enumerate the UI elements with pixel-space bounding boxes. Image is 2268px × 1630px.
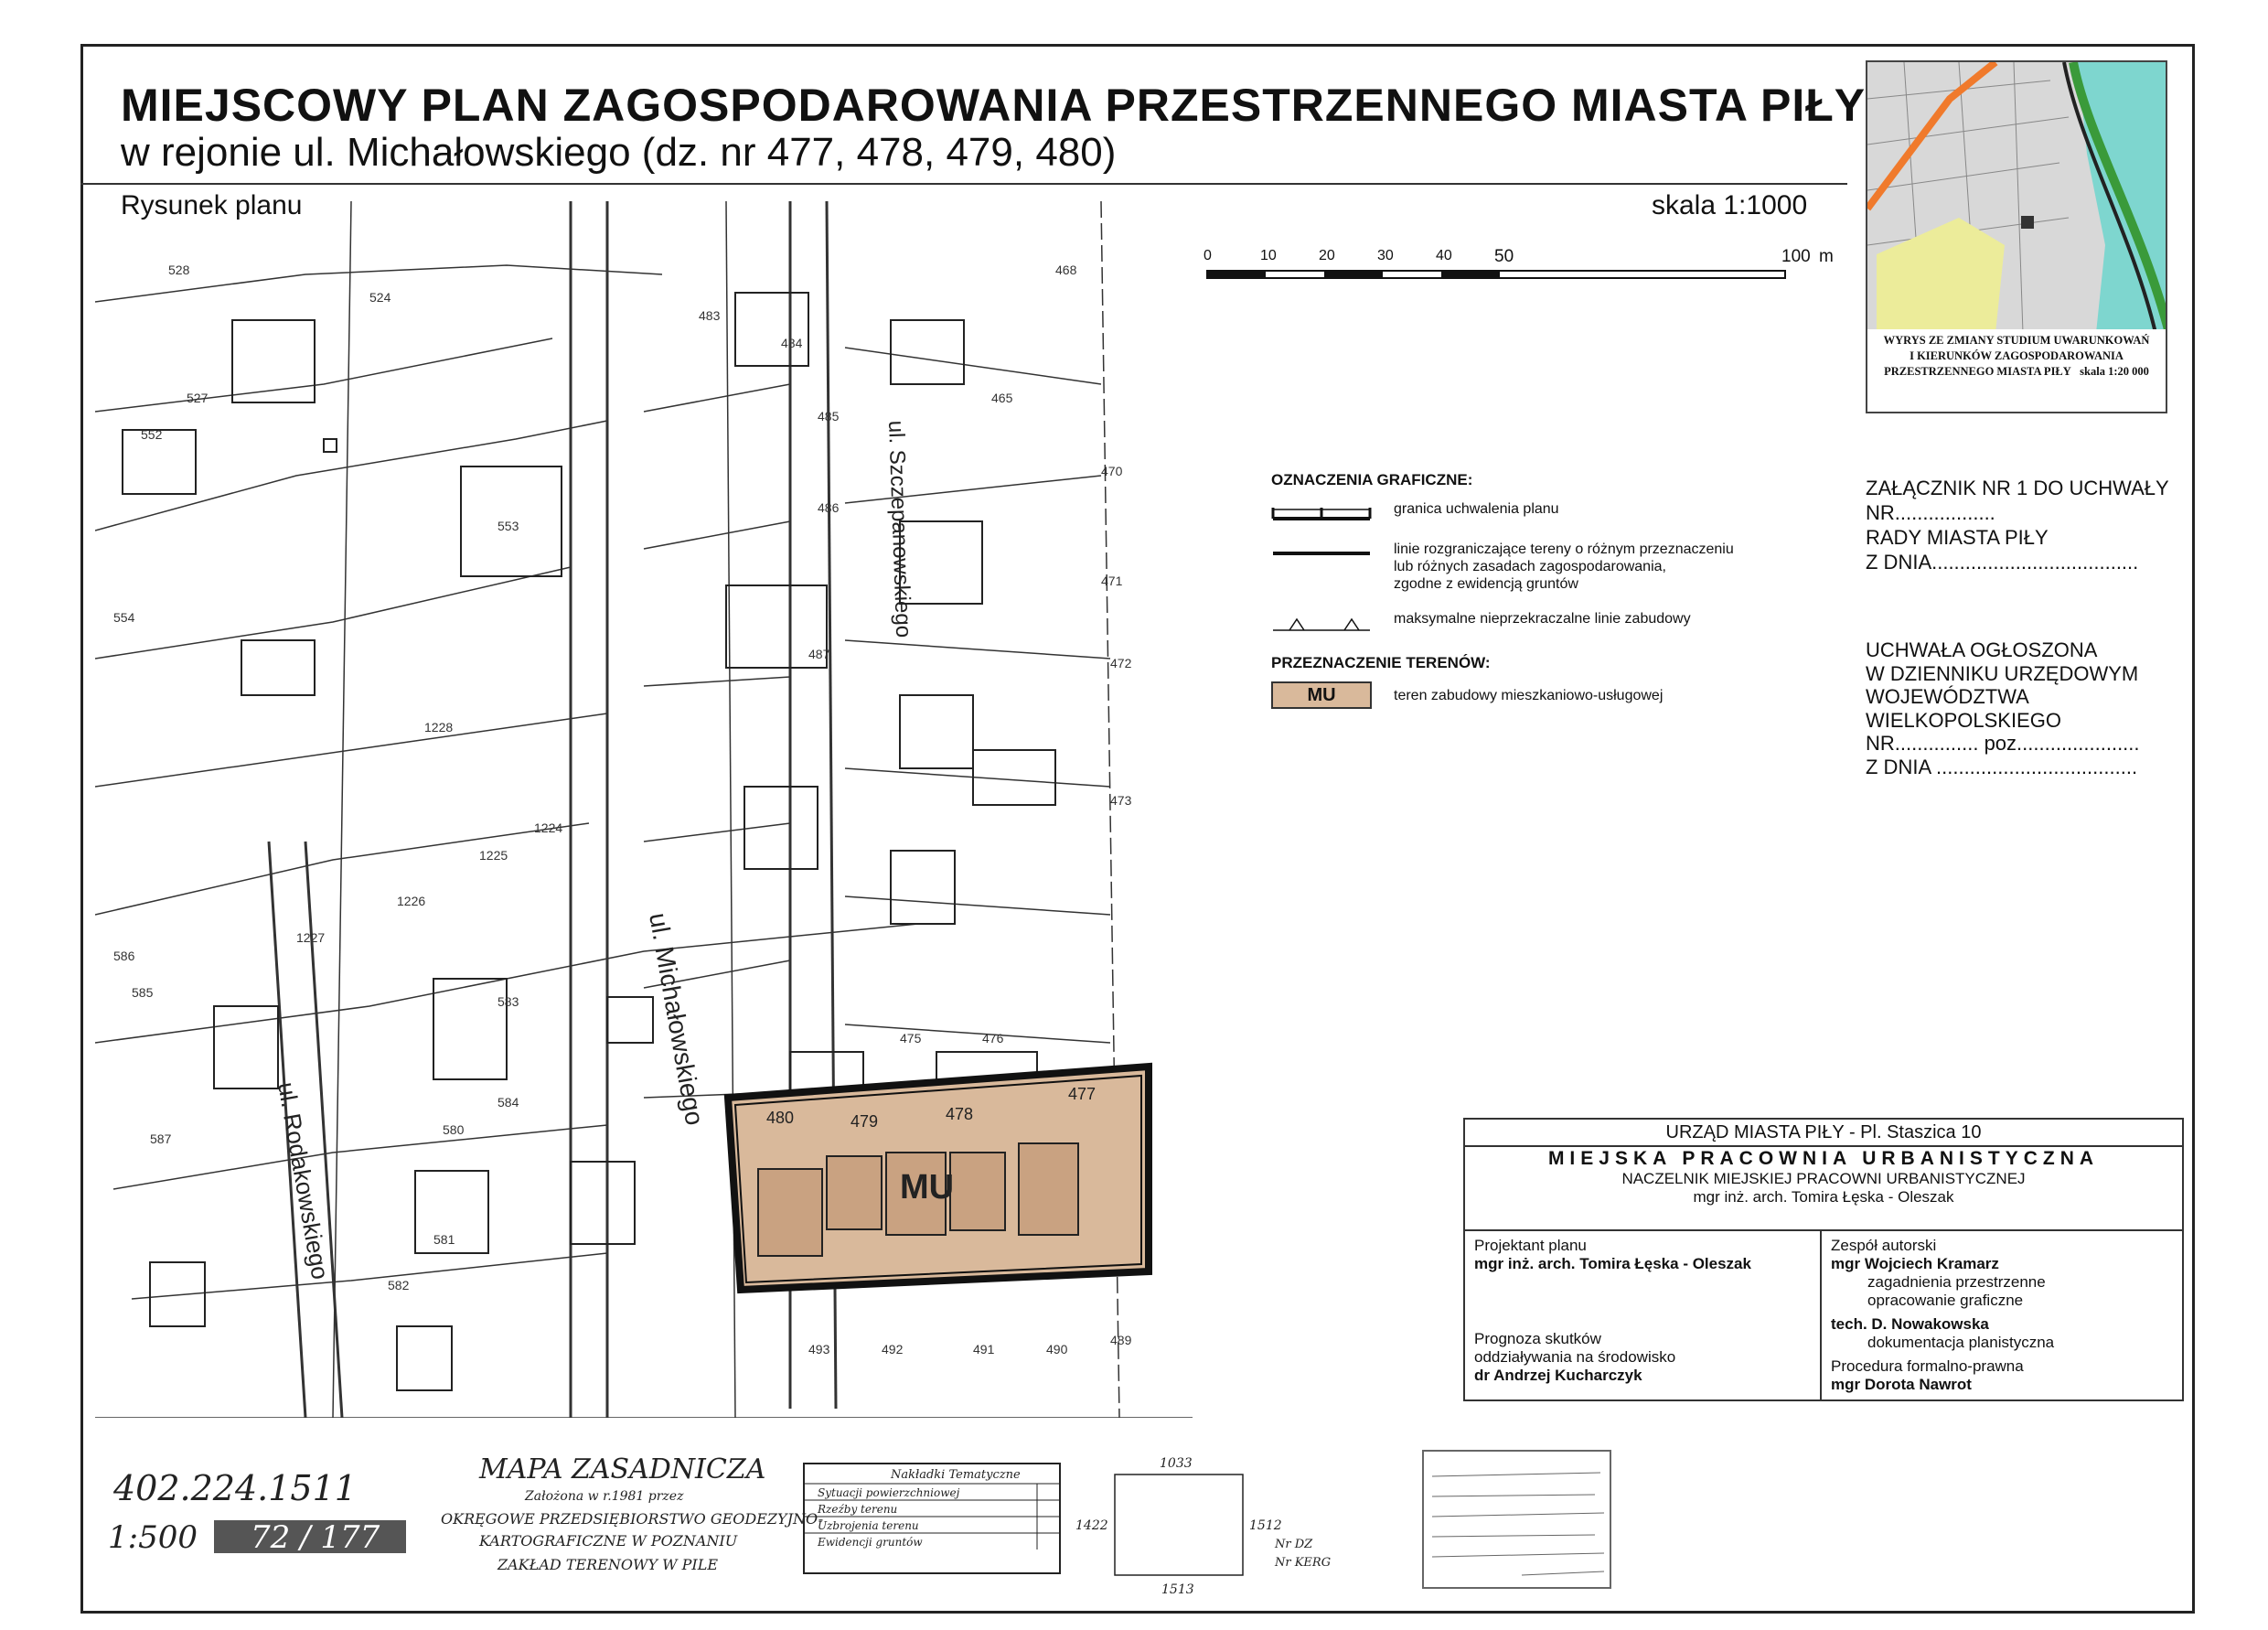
svg-text:1422: 1422 <box>1075 1518 1108 1533</box>
overlay-row-2: Rzeźby terenu <box>818 1503 898 1516</box>
map-title: MAPA ZASADNICZA <box>479 1453 766 1485</box>
svg-text:468: 468 <box>1055 263 1077 277</box>
overlay-row-3: Uzbrojenia terenu <box>818 1519 919 1532</box>
parcel-480-label: 480 <box>766 1109 795 1127</box>
legend-heading: OZNACZENIA GRAFICZNE: <box>1271 471 1473 488</box>
inset-map-image <box>1867 62 2167 333</box>
org-line3: ZAKŁAD TERENOWY W PILE <box>497 1556 719 1573</box>
parcel-477-label: 477 <box>1068 1085 1097 1103</box>
svg-text:470: 470 <box>1101 464 1123 478</box>
inset-caption <box>1867 329 2166 412</box>
svg-text:465: 465 <box>991 391 1013 405</box>
map-scale: 1:500 <box>108 1519 198 1556</box>
legend-label-division-lines: linie rozgraniczające tereny o różnym przeznaczeniu lub różnych zasadach zagospodarowania, zgodne z ewidencją gruntów <box>1394 542 1734 592</box>
stamp-number: 72 / 177 <box>251 1519 380 1556</box>
svg-text:487: 487 <box>808 647 830 661</box>
unit-name: MIEJSKA PRACOWNIA URBANISTYCZNA <box>1547 1148 2100 1169</box>
svg-text:10: 10 <box>1260 248 1277 263</box>
legend-label-boundary: granica uchwalenia planu <box>1394 501 1559 517</box>
svg-text:20: 20 <box>1319 248 1335 263</box>
svg-text:553: 553 <box>497 519 519 533</box>
svg-text:580: 580 <box>443 1122 465 1137</box>
svg-text:490: 490 <box>1046 1342 1068 1357</box>
forecast-label1: Prognoza skutków <box>1474 1330 1601 1347</box>
legend <box>1271 471 1820 718</box>
head-title: NACZELNIK MIEJSKIEJ PRACOWNI URBANISTYCZNEJ <box>1621 1170 2026 1187</box>
svg-text:528: 528 <box>168 263 190 277</box>
svg-text:30: 30 <box>1377 248 1394 263</box>
svg-text:524: 524 <box>369 290 391 305</box>
inset-caption-scale: skala 1:20 000 <box>2080 365 2149 378</box>
unit-section <box>1465 1145 2182 1231</box>
legend-label-building-line: maksymalne nieprzekraczalne linie zabudowy <box>1394 611 1691 627</box>
mu-zone-label: MU <box>900 1168 955 1206</box>
plan-title: MIEJSCOWY PLAN ZAGOSPODAROWANIA PRZESTRZENNEGO MIASTA PIŁY <box>121 80 1867 131</box>
svg-text:1224: 1224 <box>534 820 563 835</box>
svg-text:582: 582 <box>388 1278 410 1292</box>
legend-item-boundary <box>1271 499 1820 539</box>
svg-text:0: 0 <box>1204 248 1212 263</box>
member2-role: dokumentacja planistyczna <box>1867 1334 2055 1351</box>
svg-text:475: 475 <box>900 1031 922 1046</box>
svg-text:m: m <box>1819 247 1834 266</box>
overlay-row-1: Sytuacji powierzchniowej <box>818 1486 960 1499</box>
inset-caption-line1: WYRYS ZE ZMIANY STUDIUM UWARUNKOWAŃ <box>1883 334 2150 347</box>
svg-text:100: 100 <box>1781 247 1811 266</box>
svg-text:581: 581 <box>433 1232 455 1247</box>
head-name: mgr inż. arch. Tomira Łęska - Oleszak <box>1693 1188 1954 1206</box>
svg-text:486: 486 <box>818 500 840 515</box>
nr-dz: Nr DZ <box>1275 1538 1313 1551</box>
street-rodakowskiego: ul. Rodakowskiego <box>273 1079 335 1281</box>
svg-text:473: 473 <box>1110 793 1132 808</box>
svg-text:1033: 1033 <box>1160 1456 1193 1471</box>
svg-text:483: 483 <box>699 308 721 323</box>
svg-text:491: 491 <box>973 1342 995 1357</box>
svg-text:527: 527 <box>187 391 209 405</box>
svg-text:1227: 1227 <box>296 930 326 945</box>
nr-kerg: Nr KERG <box>1275 1556 1332 1570</box>
title-block-left <box>1465 1229 1822 1401</box>
official-stamp <box>1423 1451 1610 1588</box>
svg-text:587: 587 <box>150 1131 172 1146</box>
title-block <box>1463 1118 2184 1401</box>
legend-item-mu <box>1271 681 1820 718</box>
svg-text:485: 485 <box>818 409 840 424</box>
forecast-name: dr Andrzej Kucharczyk <box>1474 1367 1642 1384</box>
division-line-symbol <box>1271 542 1372 564</box>
legend-label-mu: teren zabudowy mieszkaniowo-usługowej <box>1394 688 1664 703</box>
svg-text:1513: 1513 <box>1161 1582 1194 1597</box>
svg-text:1228: 1228 <box>424 720 454 735</box>
member1-role2: opracowanie graficzne <box>1867 1292 2024 1309</box>
street-szczepanowskiego: ul. Szczepanowskiego <box>883 420 916 638</box>
org-line1: OKRĘGOWE PRZEDSIĘBIORSTWO GEODEZYJNO- <box>441 1510 824 1528</box>
procedure-label: Procedura formalno-prawna <box>1831 1357 2024 1375</box>
procedure-name: mgr Dorota Nawrot <box>1831 1376 1972 1393</box>
svg-text:552: 552 <box>141 427 163 442</box>
svg-text:1225: 1225 <box>479 848 508 863</box>
parcel-478-label: 478 <box>946 1105 974 1123</box>
base-map <box>95 201 1193 1418</box>
plan-subtitle: w rejonie ul. Michałowskiego (dz. nr 477, 478, 479, 480) <box>121 130 1117 175</box>
svg-text:471: 471 <box>1101 574 1123 588</box>
legend-heading-zones: PRZEZNACZENIE TERENÓW: <box>1271 654 1491 671</box>
svg-text:554: 554 <box>113 610 135 625</box>
legend-item-building-line <box>1271 608 1820 654</box>
parcel-479-label: 479 <box>850 1112 879 1131</box>
member1-name: mgr Wojciech Kramarz <box>1831 1255 1999 1272</box>
street-michalowskiego: ul. Michałowskiego <box>644 910 710 1128</box>
member2-name: tech. D. Nowakowska <box>1831 1315 1989 1333</box>
study-inset-map <box>1866 60 2167 413</box>
svg-text:492: 492 <box>882 1342 904 1357</box>
svg-text:1226: 1226 <box>397 894 426 908</box>
mu-symbol-box: MU <box>1271 681 1372 709</box>
attachment-note: ZAŁĄCZNIK NR 1 DO UCHWAŁY NR.................. RADY MIASTA PIŁY Z DNIA..................................... <box>1866 477 2169 574</box>
org-line2: KARTOGRAFICZNE W POZNANIU <box>479 1532 738 1550</box>
svg-text:489: 489 <box>1110 1333 1132 1347</box>
overlay-head: Nakładki Tematyczne <box>891 1468 1021 1482</box>
scale-bar <box>1204 245 1844 300</box>
overlay-table <box>804 1464 1060 1573</box>
team-label: Zespół autorski <box>1831 1237 1937 1254</box>
drawing-label: Rysunek planu <box>121 190 303 220</box>
designer-name: mgr inż. arch. Tomira Łęska - Oleszak <box>1474 1255 1751 1272</box>
scale-label: skala 1:1000 <box>1652 190 1808 220</box>
inset-caption-line3: PRZESTRZENNEGO MIASTA PIŁY <box>1884 365 2071 378</box>
title-divider <box>80 183 1847 185</box>
designer-label: Projektant planu <box>1474 1237 1587 1254</box>
svg-text:1512: 1512 <box>1249 1518 1282 1533</box>
legend-item-division-lines <box>1271 539 1820 608</box>
svg-text:583: 583 <box>497 994 519 1009</box>
svg-text:40: 40 <box>1436 248 1452 263</box>
svg-text:586: 586 <box>113 949 135 963</box>
inset-caption-line2: I KIERUNKÓW ZAGOSPODAROWANIA <box>1910 349 2124 362</box>
building-line-symbol <box>1271 612 1372 634</box>
forecast-label2: oddziaływania na środowisko <box>1474 1348 1676 1366</box>
svg-text:585: 585 <box>132 985 154 1000</box>
publication-note: UCHWAŁA OGŁOSZONA W DZIENNIKU URZĘDOWYM WOJEWÓDZTWA WIELKOPOLSKIEGO NR............... poz...................... Z DNIA .................................... <box>1866 638 2140 778</box>
overlay-row-4: Ewidencji gruntów <box>818 1536 923 1549</box>
svg-text:476: 476 <box>982 1031 1004 1046</box>
sheet-index <box>1075 1456 1331 1597</box>
made-line: Założona w r.1981 przez <box>525 1489 684 1504</box>
office-name: URZĄD MIASTA PIŁY - Pl. Staszica 10 <box>1465 1120 2182 1147</box>
sheet-number: 402.224.1511 <box>113 1468 357 1508</box>
svg-text:50: 50 <box>1494 247 1514 266</box>
title-block-right <box>1822 1229 2184 1401</box>
svg-text:584: 584 <box>497 1095 519 1110</box>
svg-text:493: 493 <box>808 1342 830 1357</box>
member1-role1: zagadnienia przestrzenne <box>1867 1273 2046 1291</box>
svg-text:484: 484 <box>781 336 803 350</box>
plan-boundary-symbol <box>1271 502 1372 524</box>
svg-text:472: 472 <box>1110 656 1132 670</box>
inset-caption-line3-wrap <box>1867 364 2166 380</box>
base-map-stamp-area <box>95 1440 1723 1604</box>
